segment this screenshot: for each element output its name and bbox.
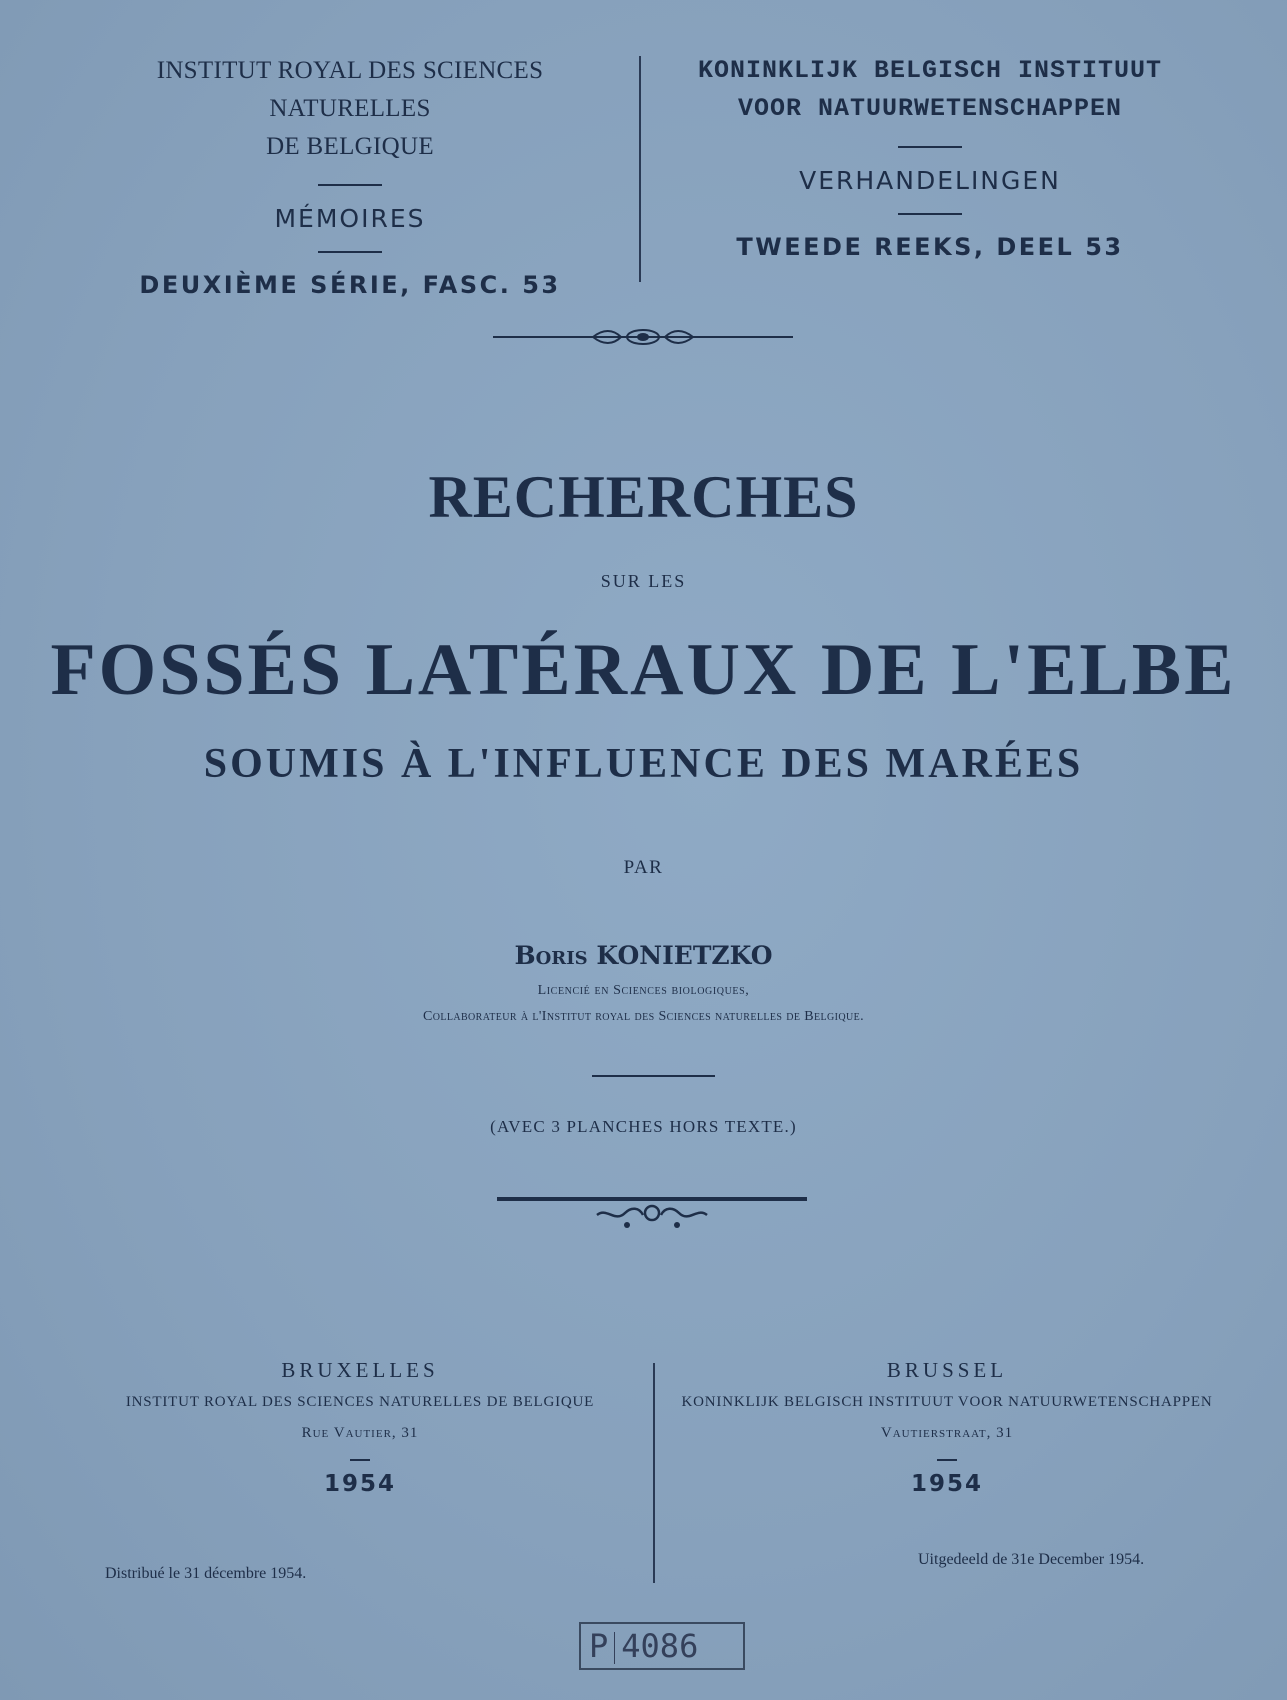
stamp-letter: P [589,1627,609,1665]
city-fr: BRUXELLES [281,1358,439,1382]
footer-dutch [662,1355,1232,1497]
institute-name-fr-line2: DE BELGIQUE [266,133,434,160]
header [0,52,1287,299]
ornament-top-icon [493,326,793,348]
header-french [80,52,620,299]
author-first-name: Boris [514,941,588,970]
institute-name-fr: INSTITUT ROYAL DES SCIENCES NATURELLES [156,57,544,122]
series-title-fr: MÉMOIRES [274,204,426,233]
institute-name-nl-line2: VOOR NATUURWETENSCHAPPEN [737,94,1123,123]
author-affiliation-1: Licencié en Sciences biologiques, [537,983,750,998]
header-dutch [660,52,1200,261]
publisher-fr: INSTITUT ROYAL DES SCIENCES NATURELLES DE BELGIQUE [125,1394,595,1410]
author-name [0,941,1287,970]
distribution-date-nl: Uitgedeeld de 31e December 1954. [918,1551,1145,1568]
distribution-date-fr: Distribué le 31 décembre 1954. [105,1565,307,1582]
main-title: FOSSÉS LATÉRAUX DE L'ELBE [50,629,1237,711]
ornament-bottom-icon [497,1193,807,1233]
address-nl: Vautierstraat, 31 [880,1425,1014,1441]
divider [898,213,962,215]
by-label: PAR [623,857,664,878]
footer-french [60,1355,660,1497]
divider [592,1075,715,1077]
publisher-nl: KONINKLIJK BELGISCH INSTITUUT VOOR NATUURWETENSCHAPPEN [681,1394,1213,1410]
year-nl: 1954 [910,1471,983,1497]
series-number-nl: TWEEDE REEKS, DEEL 53 [736,233,1124,261]
series-title-nl: VERHANDELINGEN [799,166,1061,195]
author-last-name: KONIETZKO [596,941,773,970]
city-nl: BRUSSEL [886,1358,1008,1382]
divider [318,251,382,253]
stamp-number: 4086 [621,1627,699,1665]
title-line1: RECHERCHES [428,464,859,530]
stamp-separator [614,1632,615,1664]
institute-name-nl: KONINKLIJK BELGISCH INSTITUUT [697,56,1163,85]
divider [350,1459,370,1461]
footer-vertical-rule [653,1363,655,1583]
address-fr: Rue Vautier, 31 [301,1425,419,1441]
divider [318,184,382,186]
header-vertical-rule [639,56,641,282]
author-affiliation-2: Collaborateur à l'Institut royal des Sciences naturelles de Belgique. [422,1009,865,1024]
subtitle: SOUMIS À L'INFLUENCE DES MARÉES [203,741,1084,787]
year-fr: 1954 [323,1471,396,1497]
plates-note: (AVEC 3 PLANCHES HORS TEXTE.) [490,1117,797,1136]
title-connector: SUR LES [600,571,687,591]
series-number-fr: DEUXIÈME SÉRIE, FASC. 53 [139,271,561,299]
divider [937,1459,957,1461]
library-stamp [579,1622,745,1670]
divider [898,146,962,148]
